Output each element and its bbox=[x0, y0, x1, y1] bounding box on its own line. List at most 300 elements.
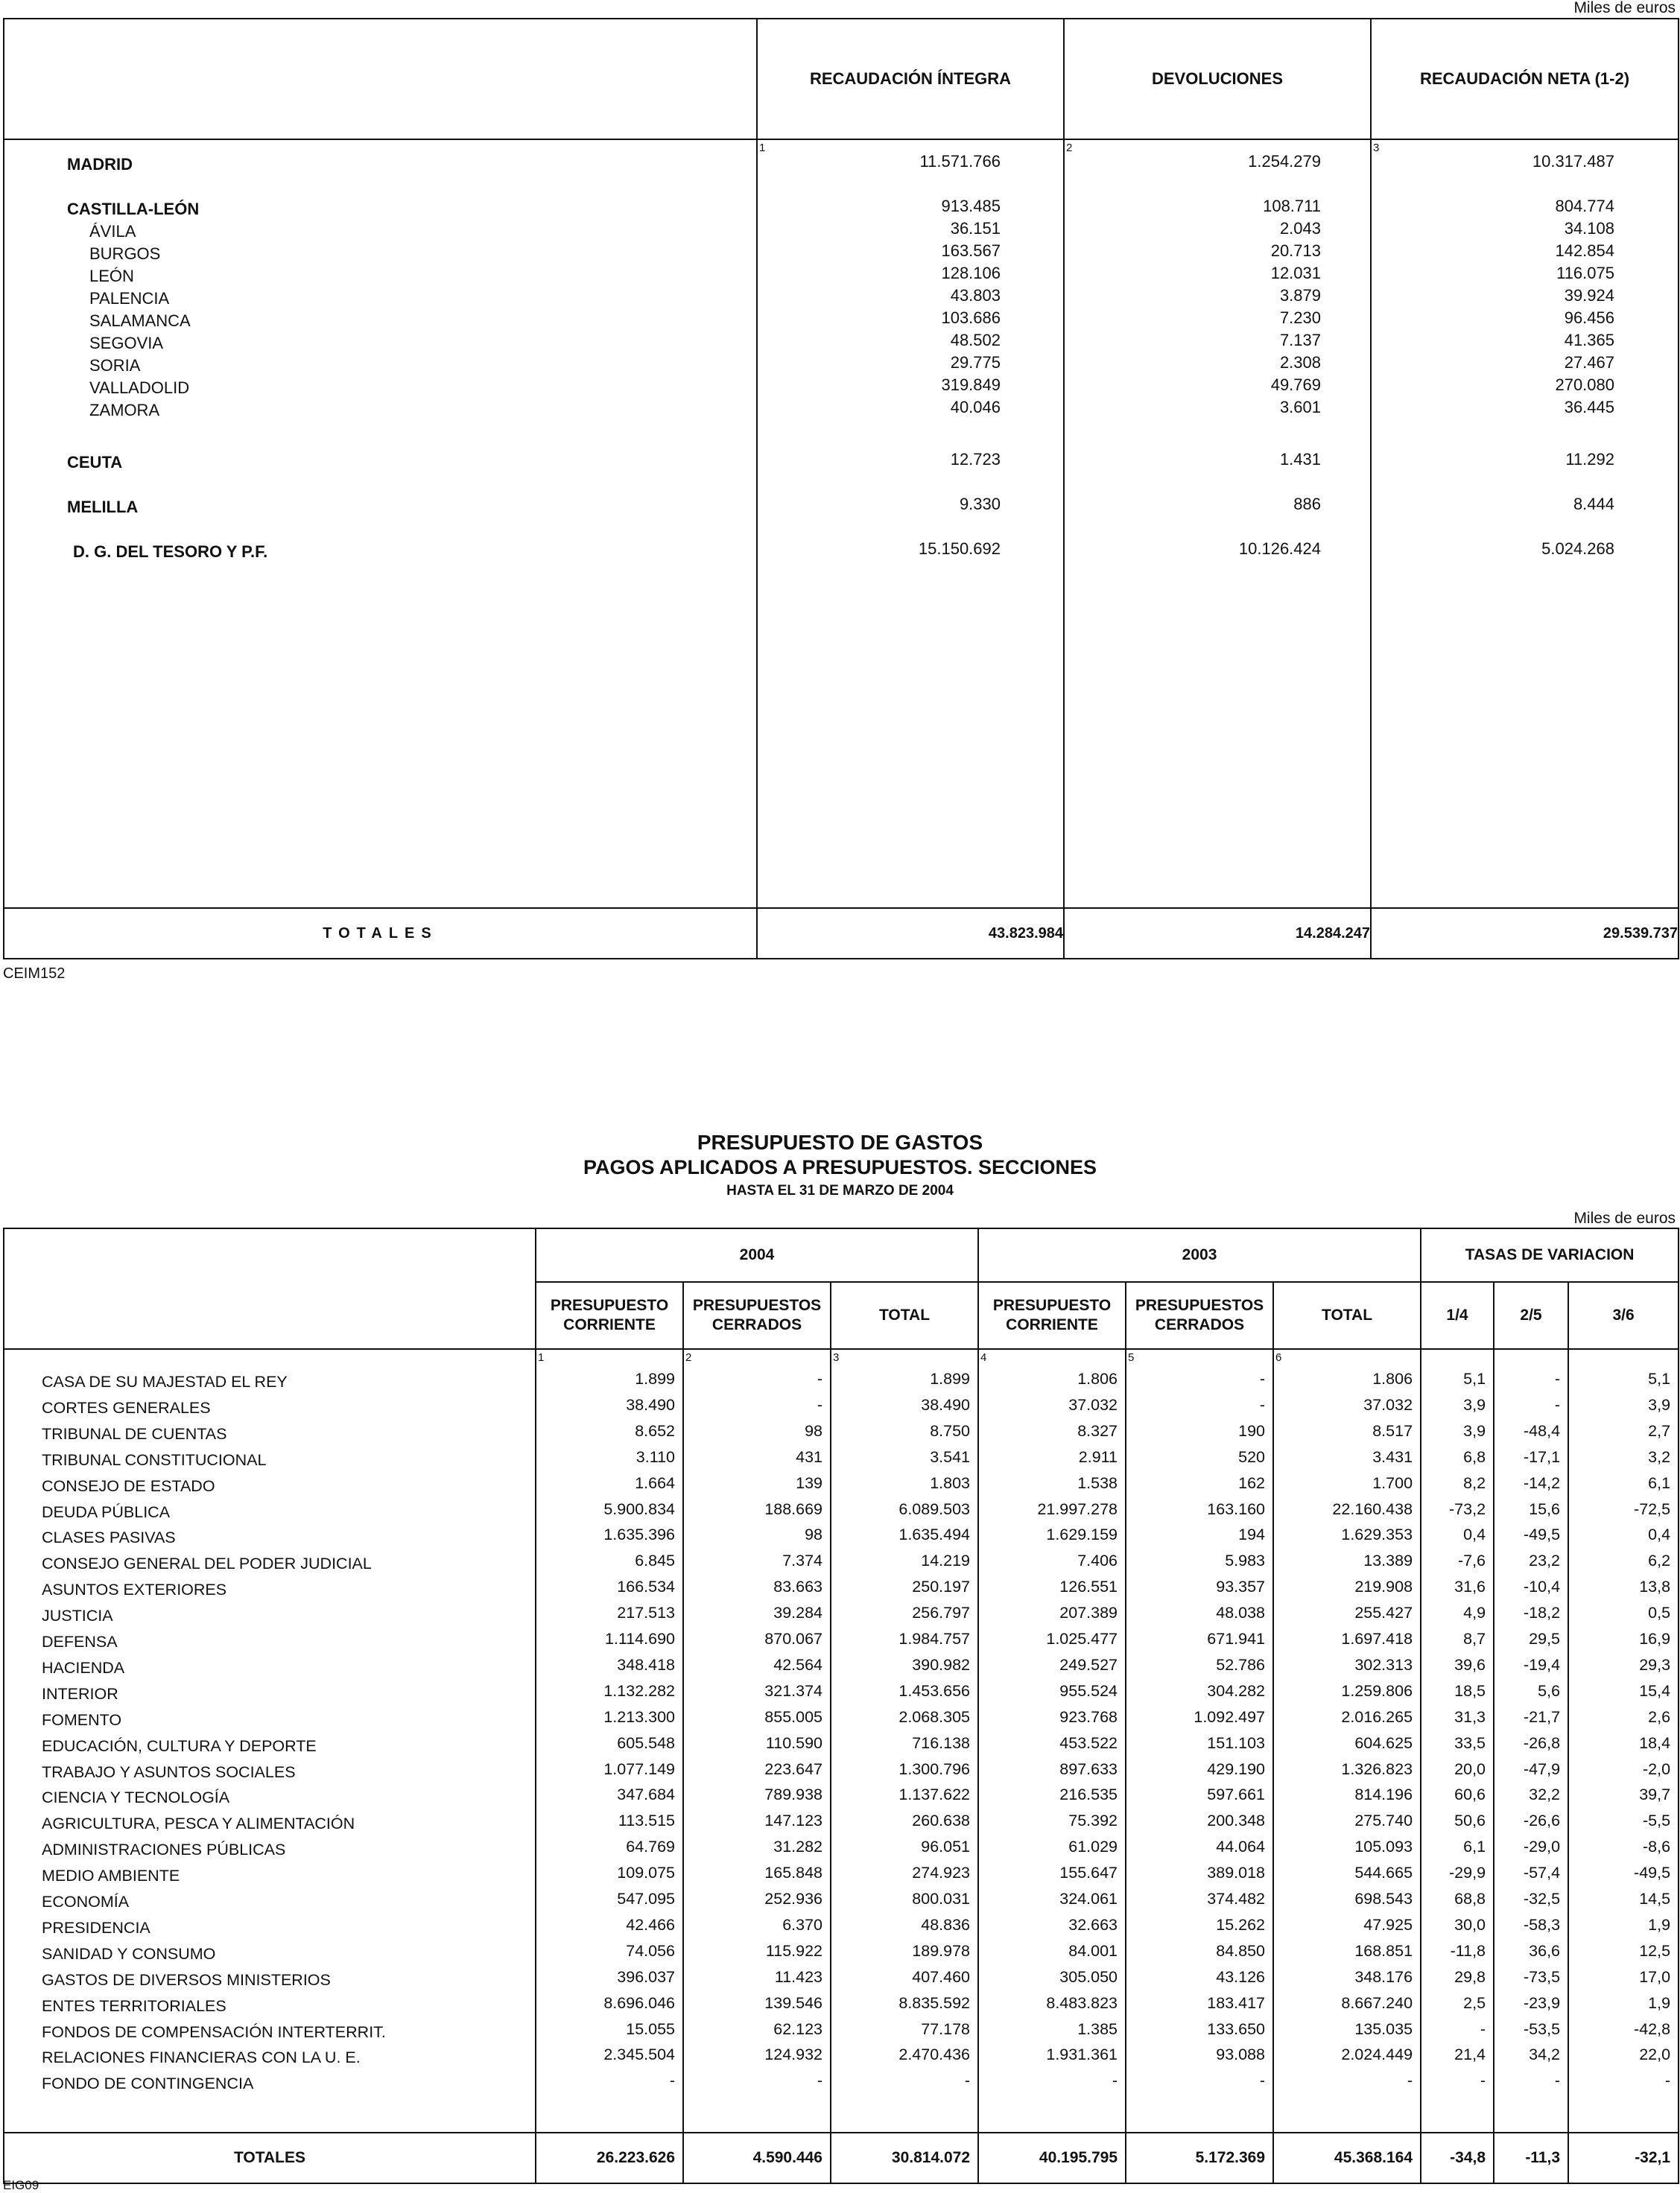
cell-value: -21,7 bbox=[1524, 1707, 1561, 1726]
cell-value: - bbox=[964, 2072, 971, 2090]
cell-value: 22,0 bbox=[1639, 2046, 1671, 2064]
totals-label: TOTALES bbox=[4, 2133, 536, 2183]
cell-value: 190 bbox=[1238, 1421, 1266, 1440]
region-label: ZAMORA bbox=[89, 401, 160, 419]
cell-value: 44.064 bbox=[1216, 1838, 1266, 1856]
cell-value: 48.502 bbox=[950, 331, 1001, 349]
cell-value: 1.137.622 bbox=[898, 1786, 971, 1804]
cell-value: 520 bbox=[1238, 1447, 1266, 1466]
total-value: 30.814.072 bbox=[831, 2133, 978, 2183]
cell-value: 5,1 bbox=[1648, 1370, 1671, 1388]
units-label-bottom: Miles de euros bbox=[1573, 1210, 1676, 1227]
cell-value: 38.490 bbox=[921, 1395, 971, 1414]
cell-value: 32,2 bbox=[1529, 1786, 1561, 1804]
cell-value: 8.667.240 bbox=[1341, 1993, 1413, 2012]
cell-value: -7,6 bbox=[1457, 1552, 1486, 1570]
cell-value: 29,5 bbox=[1529, 1630, 1561, 1648]
blank-header bbox=[4, 1228, 536, 1349]
cell-value: 109.075 bbox=[617, 1864, 675, 1882]
cell-value: 113.515 bbox=[618, 1812, 675, 1830]
cell-value: 2.308 bbox=[1279, 353, 1321, 372]
total-value: 5.172.369 bbox=[1126, 2133, 1273, 2183]
cell-value: 2,7 bbox=[1648, 1421, 1671, 1440]
section-label: CLASES PASIVAS bbox=[42, 1529, 176, 1547]
group-header-tasas: TASAS DE VARIACION bbox=[1421, 1228, 1679, 1282]
cell-value: 194 bbox=[1238, 1526, 1266, 1544]
cell-value: - bbox=[1554, 1370, 1561, 1388]
cell-value: 43.803 bbox=[950, 286, 1001, 305]
cell-value: 68,8 bbox=[1454, 1890, 1486, 1908]
cell-value: 98 bbox=[805, 1526, 822, 1544]
cell-value: 22.160.438 bbox=[1332, 1499, 1413, 1518]
cell-value: 5.900.834 bbox=[603, 1499, 675, 1518]
cell-value: 1.629.159 bbox=[1046, 1526, 1118, 1544]
section-label: ASUNTOS EXTERIORES bbox=[42, 1581, 227, 1599]
group-header-2004: 2004 bbox=[536, 1228, 978, 1282]
cell-value: 2.345.504 bbox=[603, 2046, 675, 2064]
cell-value: -23,9 bbox=[1524, 1993, 1561, 2012]
cell-value: 84.001 bbox=[1068, 1941, 1118, 1960]
cell-value: 115.922 bbox=[765, 1941, 822, 1960]
cell-value: 84.850 bbox=[1216, 1941, 1266, 1960]
cell-value: 110.590 bbox=[765, 1733, 822, 1752]
cell-value: 98 bbox=[805, 1421, 822, 1440]
cell-value: 31,6 bbox=[1454, 1578, 1486, 1596]
cell-value: 29,3 bbox=[1639, 1655, 1671, 1674]
total-value: -34,8 bbox=[1421, 2133, 1494, 2183]
cell-value: 407.460 bbox=[912, 1967, 971, 1986]
region-label: MADRID bbox=[67, 155, 133, 174]
cell-value: 1.806 bbox=[1077, 1370, 1118, 1388]
section-label: FONDOS DE COMPENSACIÓN INTERTERRIT. bbox=[42, 2022, 386, 2041]
header-recaudacion-neta: RECAUDACIÓN NETA (1-2) bbox=[1371, 19, 1679, 139]
cell-value: 10.126.424 bbox=[1238, 539, 1321, 558]
region-label: BURGOS bbox=[89, 244, 161, 263]
cell-value: 3,9 bbox=[1648, 1395, 1671, 1414]
cell-value: 128.106 bbox=[941, 264, 1001, 282]
cell-value: -19,4 bbox=[1524, 1655, 1561, 1674]
cell-value: 11.571.766 bbox=[919, 152, 1001, 171]
cell-value: 431 bbox=[796, 1447, 822, 1466]
cell-value: 13.389 bbox=[1363, 1552, 1413, 1570]
cell-value: 52.786 bbox=[1216, 1655, 1266, 1674]
cell-value: 1.431 bbox=[1279, 450, 1321, 469]
section-label: CONSEJO DE ESTADO bbox=[42, 1476, 215, 1495]
cell-value: - bbox=[1407, 2072, 1413, 2090]
header-ratio-3-6: 3/6 bbox=[1568, 1282, 1679, 1349]
cell-value: 716.138 bbox=[912, 1733, 971, 1752]
cell-value: 39.924 bbox=[1564, 286, 1614, 305]
cell-value: -47,9 bbox=[1524, 1759, 1561, 1778]
cell-value: 897.633 bbox=[1059, 1759, 1118, 1778]
cell-value: 302.313 bbox=[1354, 1655, 1413, 1674]
cell-value: 74.056 bbox=[626, 1941, 675, 1960]
region-label: LEÓN bbox=[89, 267, 134, 285]
cell-value: 30,0 bbox=[1454, 1915, 1486, 1934]
region-label: VALLADOLID bbox=[89, 378, 190, 397]
cell-value: 50,6 bbox=[1454, 1812, 1486, 1830]
cell-value: 870.067 bbox=[764, 1630, 822, 1648]
cell-value: 5.024.268 bbox=[1541, 539, 1614, 558]
cell-value: -29,9 bbox=[1449, 1864, 1486, 1882]
column-number: 3 bbox=[1373, 142, 1380, 154]
cell-value: 3.879 bbox=[1279, 286, 1321, 305]
region-label: CASTILLA-LEÓN bbox=[67, 200, 200, 218]
section-label: EDUCACIÓN, CULTURA Y DEPORTE bbox=[42, 1736, 317, 1755]
cell-value: 1.132.282 bbox=[603, 1681, 675, 1700]
total-value: 26.223.626 bbox=[536, 2133, 683, 2183]
cell-value: 163.567 bbox=[941, 241, 1001, 260]
cell-value: 260.638 bbox=[912, 1812, 971, 1830]
total-value: 4.590.446 bbox=[683, 2133, 831, 2183]
cell-value: 7.406 bbox=[1077, 1552, 1118, 1570]
cell-value: 5.983 bbox=[1225, 1552, 1266, 1570]
cell-value: 103.686 bbox=[941, 308, 1001, 327]
cell-value: 151.103 bbox=[1207, 1733, 1266, 1752]
section-label: AGRICULTURA, PESCA Y ALIMENTACIÓN bbox=[42, 1815, 355, 1833]
cell-value: -73,5 bbox=[1524, 1967, 1561, 1986]
cell-value: - bbox=[1112, 2072, 1118, 2090]
cell-value: 2.043 bbox=[1279, 219, 1321, 238]
section-label: GASTOS DE DIVERSOS MINISTERIOS bbox=[42, 1970, 331, 1989]
cell-value: 348.418 bbox=[617, 1655, 675, 1674]
cell-value: 219.908 bbox=[1354, 1578, 1413, 1596]
cell-value: 544.665 bbox=[1354, 1864, 1413, 1882]
cell-value: 189.978 bbox=[912, 1941, 971, 1960]
cell-value: 133.650 bbox=[1207, 2019, 1266, 2038]
cell-value: 39.284 bbox=[773, 1604, 822, 1622]
cell-value: 800.031 bbox=[912, 1890, 971, 1908]
section-label: DEUDA PÚBLICA bbox=[42, 1502, 171, 1521]
cell-value: 698.543 bbox=[1354, 1890, 1413, 1908]
cell-value: - bbox=[1480, 2019, 1486, 2038]
cell-value: 43.126 bbox=[1216, 1967, 1266, 1986]
cell-value: 83.663 bbox=[773, 1578, 822, 1596]
cell-value: 1.213.300 bbox=[603, 1707, 675, 1726]
cell-value: 789.938 bbox=[764, 1786, 822, 1804]
cell-value: 321.374 bbox=[764, 1681, 822, 1700]
cell-value: 31,3 bbox=[1454, 1707, 1486, 1726]
cell-value: -53,5 bbox=[1524, 2019, 1561, 2038]
cell-value: - bbox=[817, 1370, 822, 1388]
cell-value: 2.470.436 bbox=[898, 2046, 971, 2064]
cell-value: 1.538 bbox=[1077, 1473, 1118, 1492]
cell-value: 48.038 bbox=[1216, 1604, 1266, 1622]
section-label: FOMENTO bbox=[42, 1710, 122, 1729]
cell-value: 1.254.279 bbox=[1248, 152, 1321, 171]
cell-value: 270.080 bbox=[1555, 375, 1614, 394]
cell-value: 597.661 bbox=[1207, 1786, 1266, 1804]
cell-value: 319.849 bbox=[941, 375, 1001, 394]
cell-value: -18,2 bbox=[1524, 1604, 1561, 1622]
region-label: SALAMANCA bbox=[89, 311, 191, 330]
cell-value: 0,4 bbox=[1648, 1526, 1671, 1544]
header-recaudacion-integra: RECAUDACIÓN ÍNTEGRA bbox=[757, 19, 1064, 139]
header-devoluciones: DEVOLUCIONES bbox=[1064, 19, 1371, 139]
cell-value: 139.546 bbox=[764, 1993, 822, 2012]
cell-value: -32,5 bbox=[1524, 1890, 1561, 1908]
header-ratio-2-5: 2/5 bbox=[1494, 1282, 1568, 1349]
cell-value: 7.230 bbox=[1279, 308, 1321, 327]
cell-value: -49,5 bbox=[1524, 1526, 1561, 1544]
cell-value: 207.389 bbox=[1059, 1604, 1118, 1622]
cell-value: 15.150.692 bbox=[918, 539, 1001, 558]
section-label: FONDO DE CONTINGENCIA bbox=[42, 2075, 254, 2093]
cell-value: 605.548 bbox=[617, 1733, 675, 1752]
cell-value: 913.485 bbox=[941, 197, 1001, 215]
cell-value: 12,5 bbox=[1639, 1941, 1671, 1960]
cell-value: 162 bbox=[1238, 1473, 1266, 1492]
cell-value: 8.517 bbox=[1372, 1421, 1413, 1440]
cell-value: -17,1 bbox=[1524, 1447, 1561, 1466]
column-number: 3 bbox=[833, 1351, 840, 1364]
cell-value: - bbox=[1259, 2072, 1266, 2090]
cell-value: -26,8 bbox=[1524, 1733, 1561, 1752]
cell-value: 804.774 bbox=[1555, 197, 1614, 215]
cell-value: 12.723 bbox=[950, 450, 1001, 469]
cell-value: 275.740 bbox=[1354, 1812, 1413, 1830]
cell-value: 390.982 bbox=[912, 1655, 971, 1674]
section-label: PRESIDENCIA bbox=[42, 1918, 150, 1937]
cell-value: 77.178 bbox=[921, 2019, 971, 2038]
cell-value: 17,0 bbox=[1639, 1967, 1671, 1986]
cell-value: 3,9 bbox=[1463, 1395, 1486, 1414]
column-number: 1 bbox=[538, 1351, 545, 1364]
cell-value: 9.330 bbox=[959, 495, 1001, 513]
cell-value: 7.374 bbox=[782, 1552, 822, 1570]
column-number: 4 bbox=[980, 1351, 987, 1364]
cell-value: - bbox=[1554, 1395, 1561, 1414]
cell-value: -10,4 bbox=[1524, 1578, 1561, 1596]
cell-value: 3.431 bbox=[1372, 1447, 1413, 1466]
cell-value: 3,9 bbox=[1463, 1421, 1486, 1440]
column-number: 1 bbox=[759, 142, 766, 154]
section-label: TRABAJO Y ASUNTOS SOCIALES bbox=[42, 1762, 296, 1781]
cell-value: 1.326.823 bbox=[1341, 1759, 1413, 1778]
table-code-bottom: EIG09 bbox=[3, 2178, 39, 2192]
cell-value: 163.160 bbox=[1207, 1499, 1266, 1518]
cell-value: 216.535 bbox=[1059, 1786, 1118, 1804]
cell-value: - bbox=[1664, 2072, 1671, 2090]
cell-value: 255.427 bbox=[1354, 1604, 1413, 1622]
cell-value: 14.219 bbox=[921, 1552, 971, 1570]
cell-value: 40.046 bbox=[950, 398, 1001, 416]
column-number: 5 bbox=[1128, 1351, 1135, 1364]
cell-value: 814.196 bbox=[1354, 1786, 1413, 1804]
cell-value: 429.190 bbox=[1207, 1759, 1266, 1778]
region-label: SEGOVIA bbox=[89, 334, 164, 352]
cell-value: 374.482 bbox=[1207, 1890, 1266, 1908]
cell-value: 2.911 bbox=[1078, 1447, 1118, 1466]
cell-value: -42,8 bbox=[1634, 2019, 1671, 2038]
cell-value: -29,0 bbox=[1524, 1838, 1561, 1856]
cell-value: -48,4 bbox=[1524, 1421, 1561, 1440]
cell-value: 1.984.757 bbox=[898, 1630, 971, 1648]
header-presupuestos-cerrados-2003: PRESUPUESTOS CERRADOS bbox=[1126, 1282, 1273, 1349]
section-label: JUSTICIA bbox=[42, 1607, 113, 1625]
page-subtitle: PAGOS APLICADOS A PRESUPUESTOS. SECCIONES bbox=[583, 1156, 1097, 1178]
cell-value: 6,2 bbox=[1648, 1552, 1671, 1570]
cell-value: 48.836 bbox=[921, 1915, 971, 1934]
cell-value: 200.348 bbox=[1207, 1812, 1266, 1830]
cell-value: 116.075 bbox=[1556, 264, 1614, 282]
cell-value: 1.259.806 bbox=[1341, 1681, 1413, 1700]
section-label: DEFENSA bbox=[42, 1633, 118, 1651]
cell-value: 12.031 bbox=[1270, 264, 1321, 282]
cell-value: 61.029 bbox=[1068, 1838, 1118, 1856]
pagos-secciones-table bbox=[3, 1228, 1679, 2184]
cell-value: - bbox=[1554, 2072, 1561, 2090]
cell-value: 36.151 bbox=[950, 219, 1001, 238]
section-label: ECONOMÍA bbox=[42, 1893, 130, 1911]
cell-value: 47.925 bbox=[1363, 1915, 1413, 1934]
cell-value: -72,5 bbox=[1634, 1499, 1671, 1518]
cell-value: 18,5 bbox=[1454, 1681, 1486, 1700]
cell-value: 1.803 bbox=[930, 1473, 971, 1492]
cell-value: 39,7 bbox=[1639, 1786, 1671, 1804]
cell-value: 324.061 bbox=[1059, 1890, 1118, 1908]
section-label: SANIDAD Y CONSUMO bbox=[42, 1944, 216, 1963]
cell-value: 21.997.278 bbox=[1037, 1499, 1118, 1518]
cell-value: 1.385 bbox=[1077, 2019, 1118, 2038]
cell-value: 1.025.477 bbox=[1046, 1630, 1118, 1648]
cell-value: 8,7 bbox=[1463, 1630, 1486, 1648]
cell-value: 14,5 bbox=[1639, 1890, 1671, 1908]
cell-value: 304.282 bbox=[1207, 1681, 1266, 1700]
cell-value: -58,3 bbox=[1524, 1915, 1561, 1934]
cell-value: 1.629.353 bbox=[1341, 1526, 1413, 1544]
cell-value: 3.110 bbox=[635, 1447, 675, 1466]
cell-value: 855.005 bbox=[764, 1707, 822, 1726]
cell-value: 39,6 bbox=[1454, 1655, 1486, 1674]
header-presupuestos-cerrados-2004: PRESUPUESTOS CERRADOS bbox=[683, 1282, 831, 1349]
cell-value: 96.456 bbox=[1564, 308, 1614, 327]
cell-value: 155.647 bbox=[1059, 1864, 1118, 1882]
cell-value: 2.068.305 bbox=[898, 1707, 971, 1726]
cell-value: -73,2 bbox=[1449, 1499, 1486, 1518]
cell-value: 165.848 bbox=[764, 1864, 822, 1882]
cell-value: 15.262 bbox=[1216, 1915, 1266, 1934]
cell-value: 923.768 bbox=[1059, 1707, 1118, 1726]
cell-value: 1.700 bbox=[1372, 1473, 1413, 1492]
cell-value: 183.417 bbox=[1207, 1993, 1266, 2012]
cell-value: 8,2 bbox=[1463, 1473, 1486, 1492]
cell-value: 27.467 bbox=[1564, 353, 1614, 372]
column-number: 6 bbox=[1275, 1351, 1282, 1364]
cell-value: 274.923 bbox=[912, 1864, 971, 1882]
cell-value: 13,8 bbox=[1639, 1578, 1671, 1596]
cell-value: 6.845 bbox=[635, 1552, 675, 1570]
cell-value: 1.114.690 bbox=[604, 1630, 675, 1648]
section-label: RELACIONES FINANCIERAS CON LA U. E. bbox=[42, 2048, 361, 2067]
cell-value: 348.176 bbox=[1354, 1967, 1413, 1986]
cell-value: 1.899 bbox=[635, 1370, 675, 1388]
header-presupuesto-corriente-2003: PRESUPUESTO CORRIENTE bbox=[978, 1282, 1126, 1349]
cell-value: 15,6 bbox=[1529, 1499, 1561, 1518]
cell-value: 547.095 bbox=[617, 1890, 675, 1908]
cell-value: 36.445 bbox=[1564, 398, 1614, 416]
cell-value: 34,2 bbox=[1529, 2046, 1561, 2064]
total-recaudacion-neta: 29.539.737 bbox=[1371, 908, 1679, 959]
cell-value: 147.123 bbox=[764, 1812, 822, 1830]
total-value: 40.195.795 bbox=[978, 2133, 1126, 2183]
cell-value: 75.392 bbox=[1068, 1812, 1118, 1830]
total-value: -11,3 bbox=[1494, 2133, 1568, 2183]
cell-value: 135.035 bbox=[1354, 2019, 1413, 2038]
cell-value: 64.769 bbox=[626, 1838, 675, 1856]
region-label: MELILLA bbox=[67, 498, 139, 516]
section-label: HACIENDA bbox=[42, 1658, 125, 1677]
total-devoluciones: 14.284.247 bbox=[1064, 908, 1371, 959]
cell-value: 1.899 bbox=[930, 1370, 971, 1388]
cell-value: 0,5 bbox=[1648, 1604, 1671, 1622]
region-label: D. G. DEL TESORO Y P.F. bbox=[73, 542, 268, 561]
cell-value: 3,2 bbox=[1648, 1447, 1671, 1466]
cell-value: 6.089.503 bbox=[898, 1499, 971, 1518]
cell-value: 11.292 bbox=[1565, 450, 1614, 469]
section-label: CONSEJO GENERAL DEL PODER JUDICIAL bbox=[42, 1555, 372, 1573]
cell-value: 8.327 bbox=[1077, 1421, 1118, 1440]
cell-value: 31.282 bbox=[773, 1838, 822, 1856]
cell-value: 1.664 bbox=[635, 1473, 675, 1492]
section-label: MEDIO AMBIENTE bbox=[42, 1867, 180, 1885]
header-presupuesto-corriente-2004: PRESUPUESTO CORRIENTE bbox=[536, 1282, 683, 1349]
section-label: TRIBUNAL CONSTITUCIONAL bbox=[42, 1450, 267, 1469]
cell-value: 37.032 bbox=[1363, 1395, 1413, 1414]
cell-value: 32.663 bbox=[1068, 1915, 1118, 1934]
cell-value: -57,4 bbox=[1524, 1864, 1561, 1882]
cell-value: 168.851 bbox=[1354, 1941, 1413, 1960]
region-label: CEUTA bbox=[67, 453, 123, 472]
total-recaudacion-integra: 43.823.984 bbox=[757, 908, 1064, 959]
cell-value: 6,8 bbox=[1463, 1447, 1486, 1466]
cell-value: 1.635.396 bbox=[603, 1526, 675, 1544]
cell-value: 1.806 bbox=[1372, 1370, 1413, 1388]
cell-value: 3.601 bbox=[1279, 398, 1321, 416]
cell-value: 20.713 bbox=[1270, 241, 1321, 260]
cell-value: 2,6 bbox=[1648, 1707, 1671, 1726]
table-code-top: CEIM152 bbox=[3, 965, 66, 982]
section-label: ADMINISTRACIONES PÚBLICAS bbox=[42, 1841, 286, 1859]
cell-value: 93.357 bbox=[1216, 1578, 1266, 1596]
cell-value: 7.137 bbox=[1279, 331, 1321, 349]
cell-value: 33,5 bbox=[1454, 1733, 1486, 1752]
cell-value: -11,8 bbox=[1450, 1941, 1486, 1960]
units-label-top: Miles de euros bbox=[1573, 0, 1676, 16]
column-number: 2 bbox=[1066, 142, 1073, 154]
cell-value: 886 bbox=[1293, 495, 1321, 513]
cell-value: 62.123 bbox=[773, 2019, 822, 2038]
cell-value: 15,4 bbox=[1639, 1681, 1671, 1700]
cell-value: 105.093 bbox=[1354, 1838, 1413, 1856]
cell-value: -2,0 bbox=[1643, 1759, 1671, 1778]
cell-value: 1,9 bbox=[1648, 1993, 1671, 2012]
cell-value: -14,2 bbox=[1524, 1473, 1561, 1492]
cell-value: 139 bbox=[796, 1473, 822, 1492]
cell-value: - bbox=[1259, 1370, 1266, 1388]
cell-value: 166.534 bbox=[617, 1578, 675, 1596]
region-label: SORIA bbox=[89, 356, 141, 375]
cell-value: 453.522 bbox=[1059, 1733, 1118, 1752]
section-label: CIENCIA Y TECNOLOGÍA bbox=[42, 1789, 230, 1807]
recaudacion-table bbox=[3, 18, 1679, 959]
cell-value: 1.092.497 bbox=[1194, 1707, 1266, 1726]
cell-value: 1.931.361 bbox=[1046, 2046, 1118, 2064]
cell-value: 250.197 bbox=[912, 1578, 971, 1596]
header-ratio-1-4: 1/4 bbox=[1421, 1282, 1494, 1349]
cell-value: -5,5 bbox=[1643, 1812, 1671, 1830]
cell-value: 8.835.592 bbox=[898, 1993, 971, 2012]
